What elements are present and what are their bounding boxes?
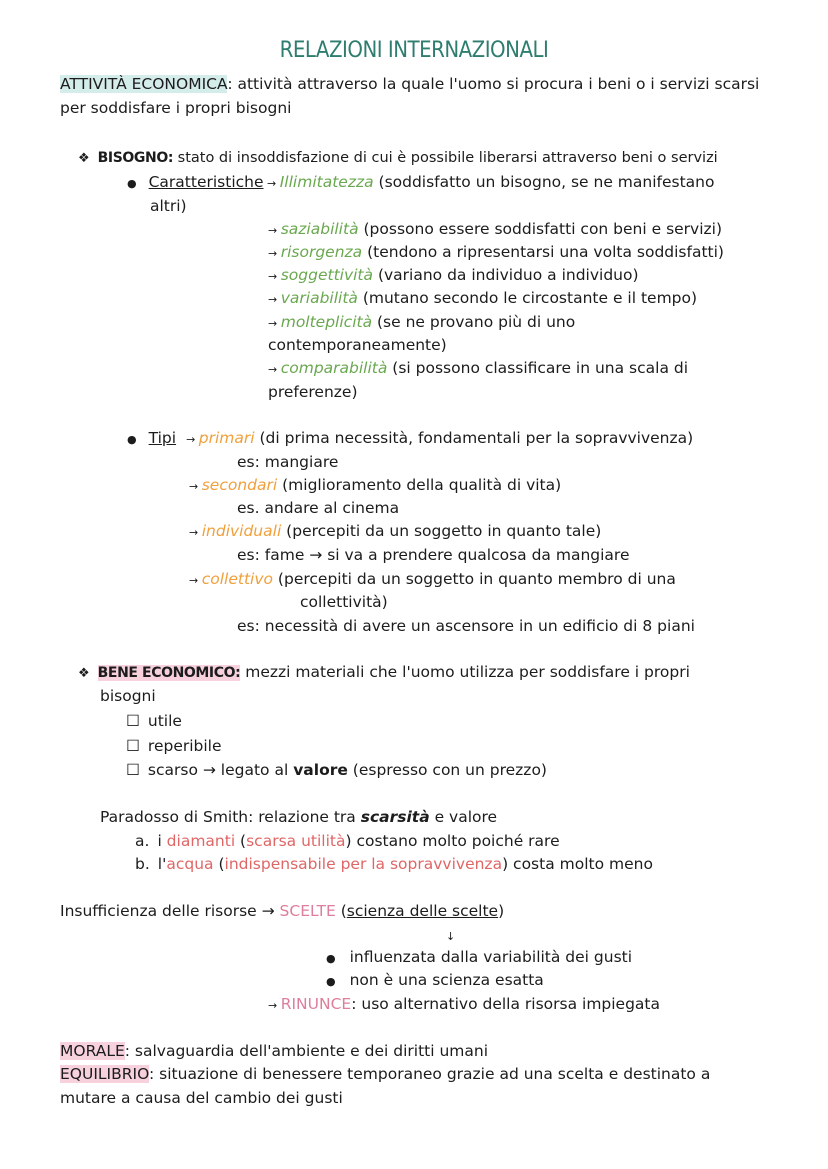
bene-def: mezzi materiali che l'uomo utilizza per soddisfare i propri (240, 663, 690, 681)
tipo-term: collettivo (201, 570, 273, 588)
arrow-right-icon: → (268, 247, 281, 260)
check-item (126, 710, 182, 732)
scarso-tail: (espresso con un prezzo) (347, 761, 547, 779)
dot-bullet-icon: ● (326, 975, 336, 988)
bene-line (78, 661, 690, 685)
arrow-right-icon: → (189, 574, 202, 587)
paradosso-tail: e valore (429, 808, 498, 826)
scelte-point (326, 946, 632, 970)
paradosso-text: Paradosso di Smith: relazione tra (100, 808, 361, 826)
item-close: ) costano molto poiché rare (345, 832, 560, 850)
check-label: reperibile (147, 737, 222, 755)
item-open: ( (213, 855, 225, 873)
equilibrio-def: : situazione di benessere temporaneo grazie ad una scelta e destinato a (149, 1065, 711, 1083)
molteplicita-cont: contemporaneamente) (268, 336, 447, 354)
check-item (126, 759, 547, 781)
rinunce-line (268, 993, 660, 1017)
caratteristica-item (268, 241, 724, 265)
scelte-point-text: non è una scienza esatta (349, 971, 544, 989)
paradosso-intro (100, 806, 497, 828)
tipo-item (189, 474, 561, 498)
scelte-line (60, 900, 504, 922)
tipo-example: es: mangiare (237, 453, 339, 471)
paradosso-item-a (135, 830, 560, 852)
dot-bullet-icon: ● (326, 952, 336, 965)
attivita-line-2: per soddisfare i propri bisogni (60, 99, 292, 117)
equilibrio-term: EQUILIBRIO (60, 1065, 150, 1083)
equilibrio-line (60, 1063, 710, 1085)
scelte-point (326, 969, 544, 993)
tipo-term: primari (198, 429, 255, 447)
tipo-term: individuali (201, 522, 282, 540)
caratteristica-term: molteplicità (280, 313, 373, 331)
scelte-lead: Insufficienza delle risorse → (60, 902, 280, 920)
arrow-down-icon: ↓ (446, 930, 456, 943)
caratteristica-item (268, 311, 575, 335)
arrow-right-icon: → (268, 999, 281, 1012)
comparabilita-cont: preferenze) (268, 383, 358, 401)
tipo-item (189, 520, 601, 544)
attivita-term: ATTIVITÀ ECONOMICA (60, 75, 228, 93)
caratteristiche-line (127, 171, 715, 195)
tipo-example: es. andare al cinema (237, 499, 400, 517)
scelte-open: ( (335, 902, 347, 920)
diamond-bullet-icon: ❖ (78, 666, 90, 681)
illimitatezza-term: Illimitatezza (279, 173, 374, 191)
checkbox-icon: ☐ (126, 737, 140, 755)
acqua-term: acqua (166, 855, 214, 873)
tipi-label: Tipi (148, 429, 177, 447)
caratteristica-item (268, 287, 697, 311)
valore-term: valore (293, 761, 348, 779)
bene-def-cont: bisogni (100, 687, 156, 705)
illimitatezza-desc: (soddisfatto un bisogno, se ne manifestano (373, 173, 715, 191)
tipo-example: es: necessità di avere un ascensore in un edificio di 8 piani (237, 617, 695, 635)
tipo-term: secondari (201, 476, 278, 494)
tipo-desc: (percepiti da un soggetto in quanto tale) (281, 522, 602, 540)
caratteristica-desc: (possono essere soddisfatti con beni e servizi) (358, 220, 723, 238)
dot-bullet-icon: ● (127, 433, 137, 446)
scelte-close: ) (498, 902, 505, 920)
arrow-right-icon: → (268, 317, 281, 330)
caratteristica-desc: (variano da individuo a individuo) (373, 266, 639, 284)
item-pre: i (157, 832, 167, 850)
tipo-item (189, 568, 676, 592)
caratteristica-item (268, 264, 639, 288)
bisogno-def: stato di insoddisfazione di cui è possibile liberarsi attraverso beni o servizi (173, 150, 718, 166)
diamond-bullet-icon: ❖ (78, 151, 90, 166)
caratteristica-desc: (se ne provano più di uno (372, 313, 576, 331)
caratteristica-term: comparabilità (280, 359, 388, 377)
arrow-right-icon: → (268, 224, 281, 237)
checkbox-icon: ☐ (126, 712, 140, 730)
acqua-note: indispensabile per la sopravvivenza (224, 855, 503, 873)
caratteristica-term: variabilità (280, 289, 358, 307)
paradosso-item-b (135, 853, 653, 875)
list-label: b. (135, 855, 150, 873)
tipi-line (127, 427, 693, 451)
caratteristica-item (268, 218, 722, 242)
morale-line (60, 1040, 488, 1062)
equilibrio-def-cont: mutare a causa del cambio dei gusti (60, 1089, 343, 1107)
rinunce-term: RINUNCE (280, 995, 352, 1013)
arrow-right-icon: → (263, 177, 280, 190)
tipo-desc: (percepiti da un soggetto in quanto membro di una (273, 570, 676, 588)
illimitatezza-desc-cont: altri) (150, 197, 187, 215)
list-label: a. (135, 832, 150, 850)
tipo-desc: (miglioramento della qualità di vita) (277, 476, 562, 494)
page-title: RELAZIONI INTERNAZIONALI (279, 38, 549, 63)
arrow-right-icon: → (189, 480, 202, 493)
scelte-note: scienza delle scelte (346, 902, 499, 920)
arrow-right-icon: → (189, 526, 202, 539)
caratteristica-term: risorgenza (280, 243, 363, 261)
scarsita-term: scarsità (360, 808, 430, 826)
check-label: scarso (147, 761, 198, 779)
scarso-arrow: → legato al (197, 761, 294, 779)
arrow-right-icon: → (186, 433, 199, 446)
caratteristica-item (268, 357, 688, 381)
scelte-term: SCELTE (279, 902, 336, 920)
caratteristica-term: soggettività (280, 266, 374, 284)
collettivo-cont: collettività) (300, 593, 388, 611)
arrow-right-icon: → (268, 293, 281, 306)
scelte-point-text: influenzata dalla variabilità dei gusti (349, 948, 633, 966)
dot-bullet-icon: ● (127, 177, 137, 190)
item-open: ( (235, 832, 247, 850)
bene-term: BENE ECONOMICO: (97, 665, 241, 681)
bisogno-term: BISOGNO: (97, 150, 174, 166)
checkbox-icon: ☐ (126, 761, 140, 779)
morale-def: : salvaguardia dell'ambiente e dei diritti umani (124, 1042, 489, 1060)
item-pre: l' (157, 855, 167, 873)
tipo-desc: (di prima necessità, fondamentali per la sopravvivenza) (254, 429, 694, 447)
morale-term: MORALE (60, 1042, 125, 1060)
caratteristiche-label: Caratteristiche (148, 173, 264, 191)
attivita-line-1 (60, 73, 759, 95)
arrow-right-icon: → (268, 270, 281, 283)
caratteristica-desc: (tendono a ripresentarsi una volta soddisfatti) (362, 243, 724, 261)
check-item (126, 735, 222, 757)
attivita-def: : attività attraverso la quale l'uomo si procura i beni o i servizi scarsi (227, 75, 760, 93)
diamanti-term: diamanti (166, 832, 236, 850)
rinunce-desc: : uso alternativo della risorsa impiegata (351, 995, 661, 1013)
check-label: utile (147, 712, 182, 730)
diamanti-note: scarsa utilità (246, 832, 346, 850)
caratteristica-term: saziabilità (280, 220, 359, 238)
arrow-right-icon: → (268, 363, 281, 376)
caratteristica-desc: (si possono classificare in una scala di (387, 359, 689, 377)
tipo-example: es: fame → si va a prendere qualcosa da mangiare (237, 546, 630, 564)
bisogno-line (78, 146, 718, 170)
caratteristica-desc: (mutano secondo le circostante e il tempo) (357, 289, 698, 307)
item-close: ) costa molto meno (502, 855, 653, 873)
